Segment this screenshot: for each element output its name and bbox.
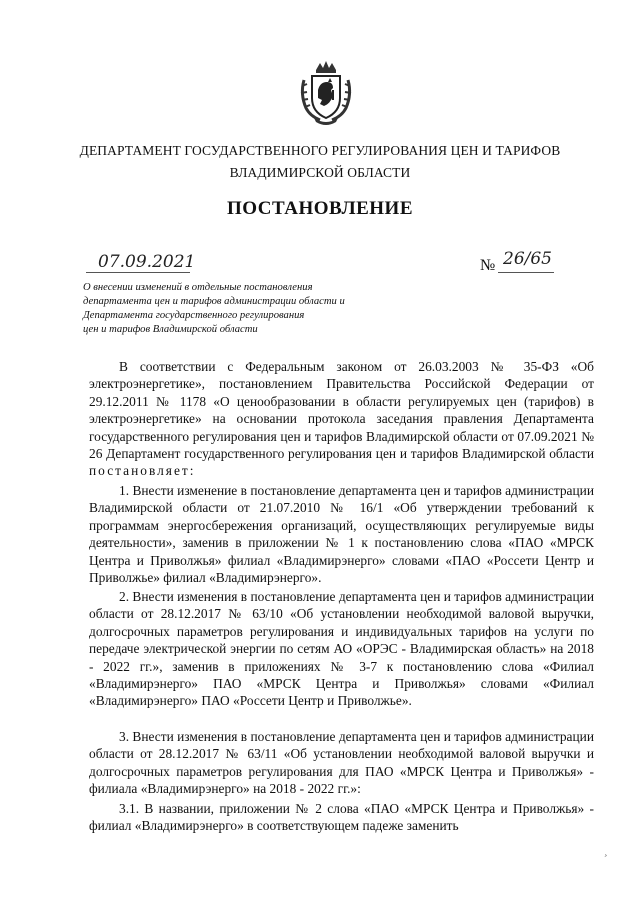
document-date: 07.09.2021 xyxy=(98,252,196,272)
scan-mark: ¸ xyxy=(604,846,608,857)
subject-line: цен и тарифов Владимирской области xyxy=(83,324,258,335)
subject-line: Департамента государственного регулирования xyxy=(83,310,305,321)
department-name-line1: ДЕПАРТАМЕНТ ГОСУДАРСТВЕННОГО РЕГУЛИРОВАНИЯ ЦЕН И ТАРИФОВ xyxy=(79,143,561,158)
item-2-paragraph: 2. Внести изменения в постановление департамента цен и тарифов администрации области от 28.12.2017 № 63/10 «Об установлении необходимой валовой выручки, долгосрочных параметров регулирования и индивидуальных тарифов на услуги по передаче электрической энергии по сетям АО «ОРЭС - Владимирская область» на 2018 - 2022 гг.», заменив в приложениях № 3-7 к постановлению слова «Филиал «Владимирэнерго» ПАО «МРСК Центра и Приволжья» словами «Филиал «Владимирэнерго» ПАО «Россети Центр и Приволжье». xyxy=(89,589,594,709)
item-3-paragraph: 3. Внести изменения в постановление департамента цен и тарифов администрации области от 28.12.2017 № 63/11 «Об установлении необходимой валовой выручки и долгосрочных параметров регулирования для ПАО «МРСК Центра и Приволжья» - филиала «Владимирэнерго» на 2018 - 2022 гг.»: xyxy=(89,729,594,797)
department-name-line2: ВЛАДИМИРСКОЙ ОБЛАСТИ xyxy=(229,165,411,180)
item-3-1-paragraph: 3.1. В названии, приложении № 2 слова «ПАО «МРСК Центра и Приволжья» - филиал «Владимирэнерго» в соответствующем падеже заменить xyxy=(89,801,594,834)
preamble-text: В соответствии с Федеральным законом от 26.03.2003 № 35-ФЗ «Об электроэнергетике», постановлением Правительства Российской Федерации от 29.12.2011 № 1178 «О ценообразовании в области регулируемых цен (тарифов) в электроэнергетике» на основании протокола заседания правления Департамента государственного регулирования цен и тарифов Владимирской области от 07.09.2021 № 26 Департамент государственного регулирования цен и тарифов Владимирской области xyxy=(89,359,594,462)
number-underline xyxy=(498,272,554,273)
date-underline xyxy=(86,272,190,273)
number-label: № xyxy=(480,257,496,274)
subject-line: департамента цен и тарифов администрации области и xyxy=(83,296,345,307)
document-subject xyxy=(83,281,383,337)
coat-of-arms-icon xyxy=(298,60,354,126)
preamble-paragraph xyxy=(89,358,594,480)
document-number: 26/65 xyxy=(503,249,552,269)
document-title: ПОСТАНОВЛЕНИЕ xyxy=(226,198,414,219)
item-1-paragraph: 1. Внести изменение в постановление департамента цен и тарифов администрации Владимирской области от 21.07.2010 № 16/1 «Об утверждении требований к программам энергосбережения организаций, осуществляющих регулируемые виды деятельности», заменив в приложении № 1 к постановлению слова «ПАО «МРСК Центра и Приволжья» филиал «Владимирэнерго» словами «ПАО «Россети Центр и Приволжье» филиал «Владимирэнерго». xyxy=(89,483,594,586)
subject-line: О внесении изменений в отдельные постановления xyxy=(83,282,313,293)
preamble-resolution: постановляет: xyxy=(89,463,196,479)
